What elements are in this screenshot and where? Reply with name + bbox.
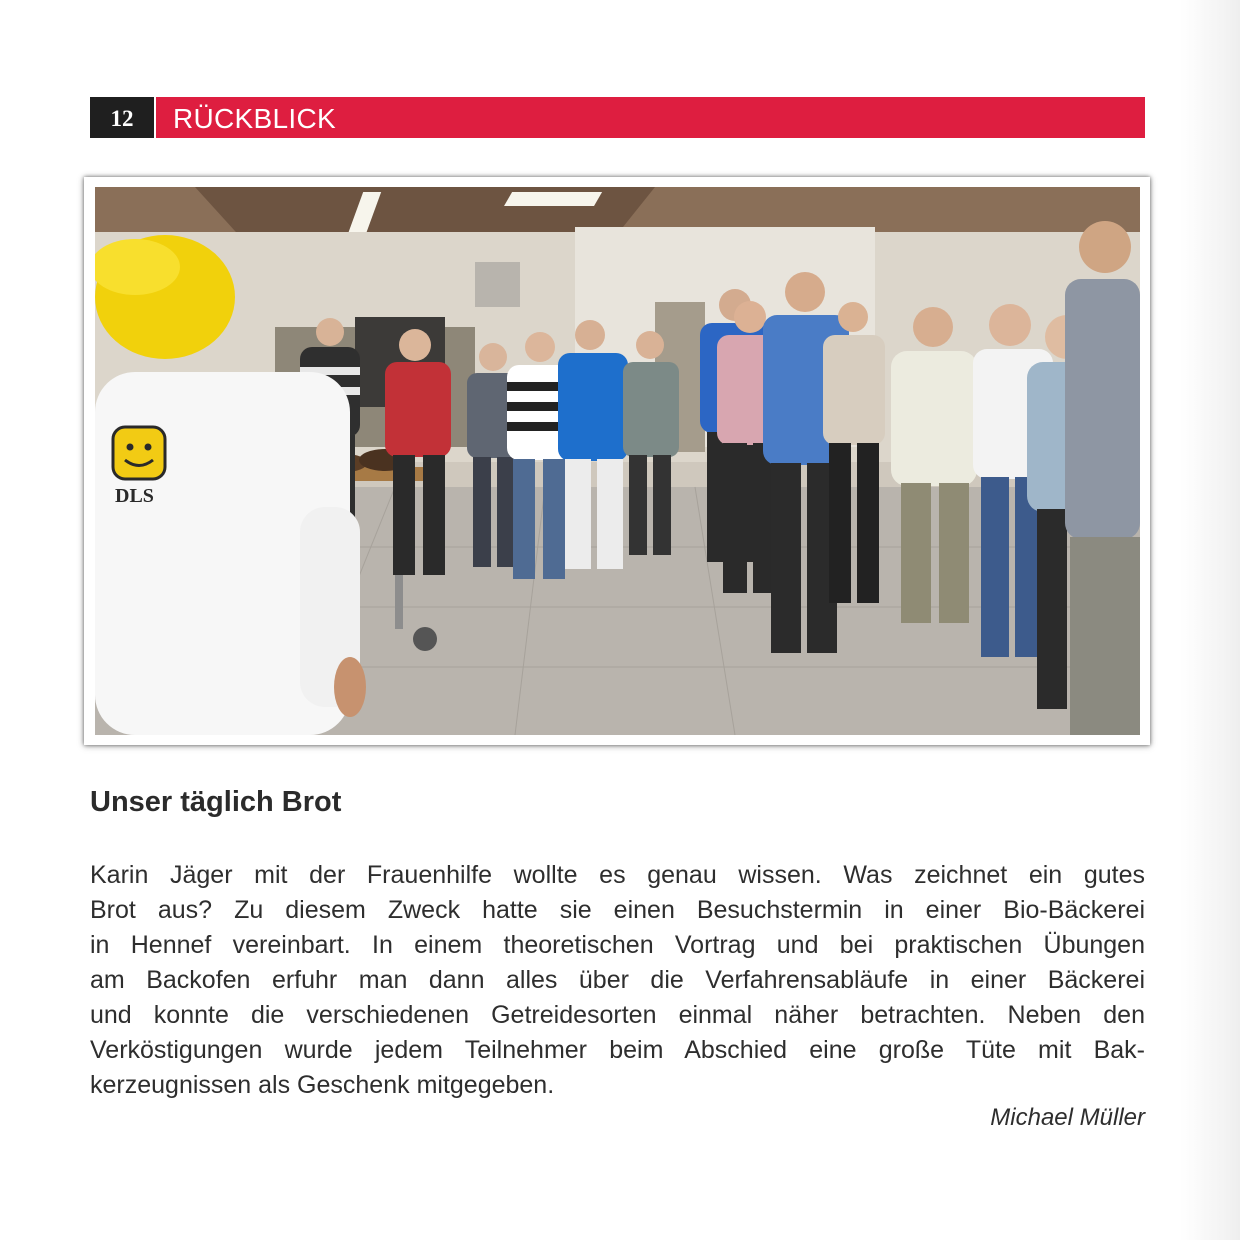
wall-fixture <box>475 262 520 307</box>
bakery-group-photo <box>95 187 1140 735</box>
trolley-wheel <box>413 627 437 651</box>
section-title: RÜCKBLICK <box>173 103 336 134</box>
article-body <box>90 858 1145 1103</box>
chef-logo-text: DLS <box>115 485 154 507</box>
article-line: in Hennef vereinbart. In einem theoretischen Vortrag und bei praktischen Übungen <box>90 931 1145 959</box>
section-header <box>90 97 1145 138</box>
chef-hand <box>334 657 366 717</box>
ceiling-light <box>504 192 602 206</box>
photo-illustration <box>95 187 1140 735</box>
article-line: Brot aus? Zu diesem Zweck hatte sie einen Besuchstermin in einer Bio-Bäckerei <box>90 896 1145 924</box>
smiley-logo <box>113 427 165 479</box>
article-line: Karin Jäger mit der Frauenhilfe wollte es genau wissen. Was zeichnet ein gutes <box>90 861 1145 889</box>
article-line: kerzeugnissen als Geschenk mitgegeben. <box>90 1071 555 1099</box>
article-line: Verköstigungen wurde jedem Teilnehmer beim Abschied eine große Tüte mit Bak- <box>90 1036 1145 1064</box>
article-title: Unser täglich Brot <box>90 786 342 818</box>
page-edge-shadow <box>1180 0 1240 1240</box>
photo-frame <box>84 177 1150 745</box>
author-signature: Michael Müller <box>990 1104 1145 1131</box>
page-number: 12 <box>90 97 154 138</box>
article-line: und konnte die verschiedenen Getreidesorten einmal näher betrachten. Neben den <box>90 1001 1145 1029</box>
section-bar <box>156 97 1145 138</box>
article-line: am Backofen erfuhr man dann alles über die Verfahrensabläufe in einer Bäckerei <box>90 966 1145 994</box>
